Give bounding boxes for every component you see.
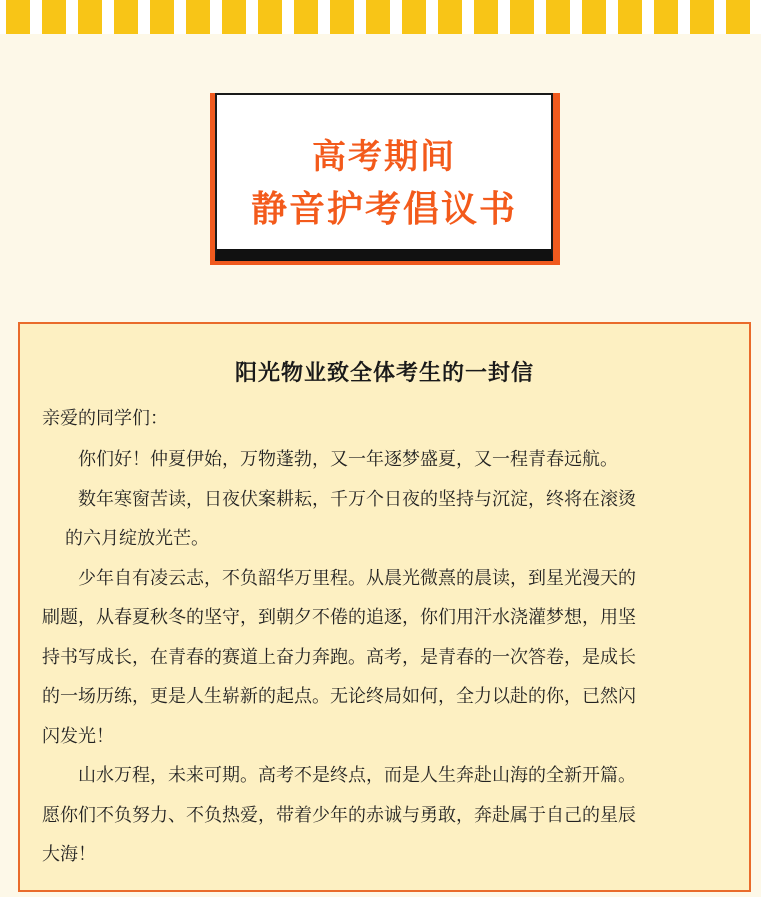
letter-line: 闪发光！: [42, 726, 114, 747]
title-box: [215, 93, 553, 261]
decorative-stripe-bar: [0, 0, 761, 34]
letter-line: 的一场历练，更是人生崭新的起点。无论终局如何，全力以赴的你，已然闪: [42, 686, 636, 707]
title-banner: [210, 93, 560, 265]
letter-line: 少年自有凌云志，不负韶华万里程。从晨光微熹的晨读，到星光漫天的: [78, 568, 636, 589]
letter-line: 刷题，从春夏秋冬的坚守，到朝夕不倦的追逐，你们用汗水浇灌梦想，用坚: [42, 607, 636, 628]
letter-line: 大海！: [42, 844, 96, 865]
title-line-2: 静音护考倡议书: [250, 189, 517, 230]
letter-title: 阳光物业致全体考生的一封信: [234, 361, 534, 386]
letter-line: 持书写成长，在青春的赛道上奋力奔跑。高考，是青春的一次答卷，是成长: [42, 647, 636, 668]
letter-card: [18, 322, 751, 892]
letter-line: 山水万程，未来可期。高考不是终点，而是人生奔赴山海的全新开篇。: [78, 765, 636, 786]
letter-line: 你们好！仲夏伊始，万物蓬勃，又一年逐梦盛夏，又一程青春远航。: [78, 449, 618, 470]
letter-line: 的六月绽放光芒。: [65, 528, 209, 549]
letter-line: 数年寒窗苦读，日夜伏案耕耘，千万个日夜的坚持与沉淀，终将在滚烫: [78, 489, 636, 510]
letter-greeting: 亲爱的同学们：: [42, 408, 168, 429]
letter-line: 愿你们不负努力、不负热爱，带着少年的赤诚与勇敢，奔赴属于自己的星辰: [42, 805, 636, 826]
title-line-1: 高考期间: [312, 137, 456, 177]
